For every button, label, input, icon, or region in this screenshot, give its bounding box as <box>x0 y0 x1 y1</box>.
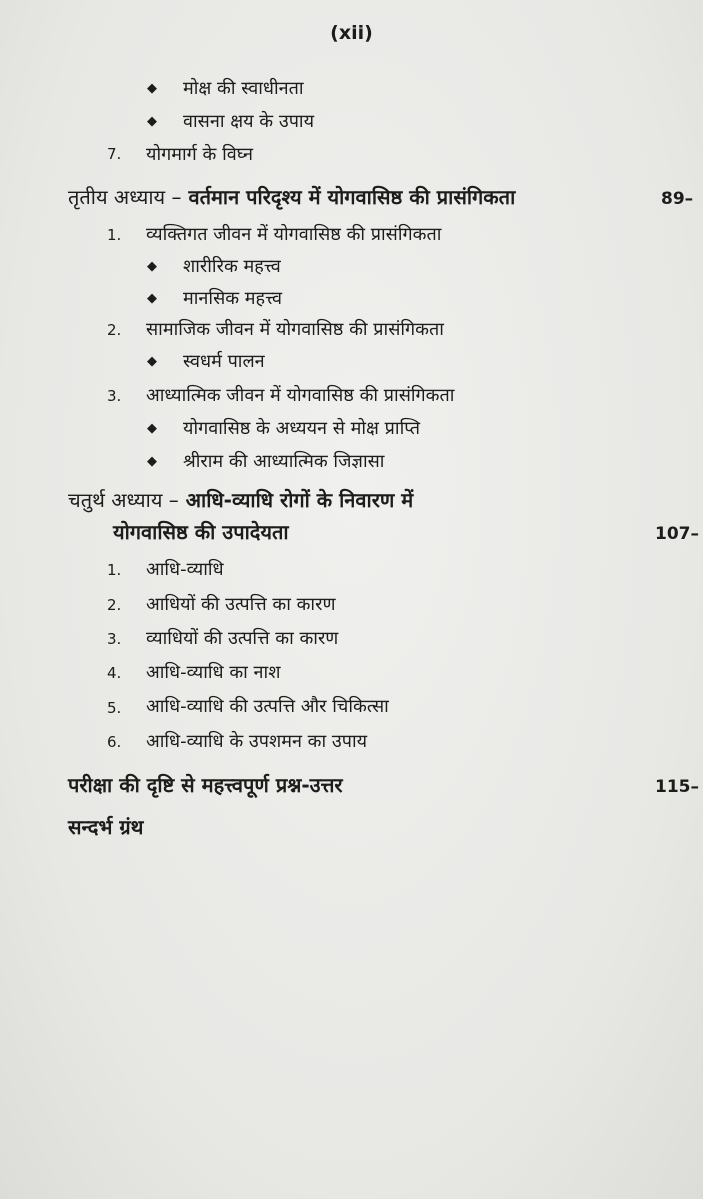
chapter-3-heading <box>68 183 515 210</box>
toc-item: योगमार्ग के विघ्न <box>146 144 254 165</box>
chapter-3-pages: 89– <box>661 189 694 209</box>
toc-item: श्रीराम की आध्यात्मिक जिज्ञासा <box>183 451 385 472</box>
section-number: 1. <box>107 226 122 244</box>
section-number: 3. <box>107 630 122 648</box>
toc-item: आधि-व्याधि के उपशमन का उपाय <box>146 731 368 752</box>
toc-item: आध्यात्मिक जीवन में योगवासिष्ठ की प्रासंगिकता <box>146 385 455 406</box>
toc-item: शारीरिक महत्त्व <box>183 256 281 277</box>
section-number: 2. <box>107 596 122 614</box>
chapter-4-label: चतुर्थ अध्याय – <box>68 488 179 512</box>
bullet-icon: ◆ <box>147 454 157 469</box>
section-number: 4. <box>107 664 122 682</box>
toc-item: योगवासिष्ठ के अध्ययन से मोक्ष प्राप्ति <box>183 418 421 439</box>
toc-item: स्वधर्म पालन <box>183 351 265 372</box>
page-number: (xii) <box>330 22 373 44</box>
chapter-3-label: तृतीय अध्याय – <box>68 185 182 209</box>
section-number: 5. <box>107 699 122 717</box>
exam-pages: 115– <box>655 777 699 797</box>
toc-item: मोक्ष की स्वाधीनता <box>183 78 304 99</box>
toc-item: आधि-व्याधि का नाश <box>146 662 281 683</box>
references-heading: सन्दर्भ ग्रंथ <box>68 815 144 839</box>
toc-item: मानसिक महत्त्व <box>183 288 283 309</box>
toc-item: आधि-व्याधि <box>146 559 224 580</box>
chapter-4-title-line2: योगवासिष्ठ की उपादेयता <box>113 520 289 544</box>
toc-item: व्याधियों की उत्पत्ति का कारण <box>146 628 339 649</box>
toc-item: व्यक्तिगत जीवन में योगवासिष्ठ की प्रासंगिकता <box>146 224 442 245</box>
exam-heading: परीक्षा की दृष्टि से महत्त्वपूर्ण प्रश्न-उत्तर <box>68 773 343 797</box>
bullet-icon: ◆ <box>147 81 157 96</box>
bullet-icon: ◆ <box>147 259 157 274</box>
section-number: 7. <box>107 145 122 163</box>
section-number: 6. <box>107 733 122 751</box>
toc-item: आधियों की उत्पत्ति का कारण <box>146 594 336 615</box>
chapter-4-title-line1: आधि-व्याधि रोगों के निवारण में <box>185 488 414 512</box>
chapter-4-heading <box>68 486 413 513</box>
toc-item: वासना क्षय के उपाय <box>183 111 315 132</box>
chapter-3-title: वर्तमान परिदृश्य में योगवासिष्ठ की प्रासंगिकता <box>188 185 516 209</box>
chapter-4-pages: 107– <box>655 524 699 544</box>
section-number: 3. <box>107 387 122 405</box>
section-number: 1. <box>107 561 122 579</box>
toc-item: आधि-व्याधि की उत्पत्ति और चिकित्सा <box>146 696 389 717</box>
bullet-icon: ◆ <box>147 354 157 369</box>
toc-item: सामाजिक जीवन में योगवासिष्ठ की प्रासंगिकता <box>146 319 444 340</box>
bullet-icon: ◆ <box>147 114 157 129</box>
section-number: 2. <box>107 321 122 339</box>
bullet-icon: ◆ <box>147 291 157 306</box>
bullet-icon: ◆ <box>147 421 157 436</box>
